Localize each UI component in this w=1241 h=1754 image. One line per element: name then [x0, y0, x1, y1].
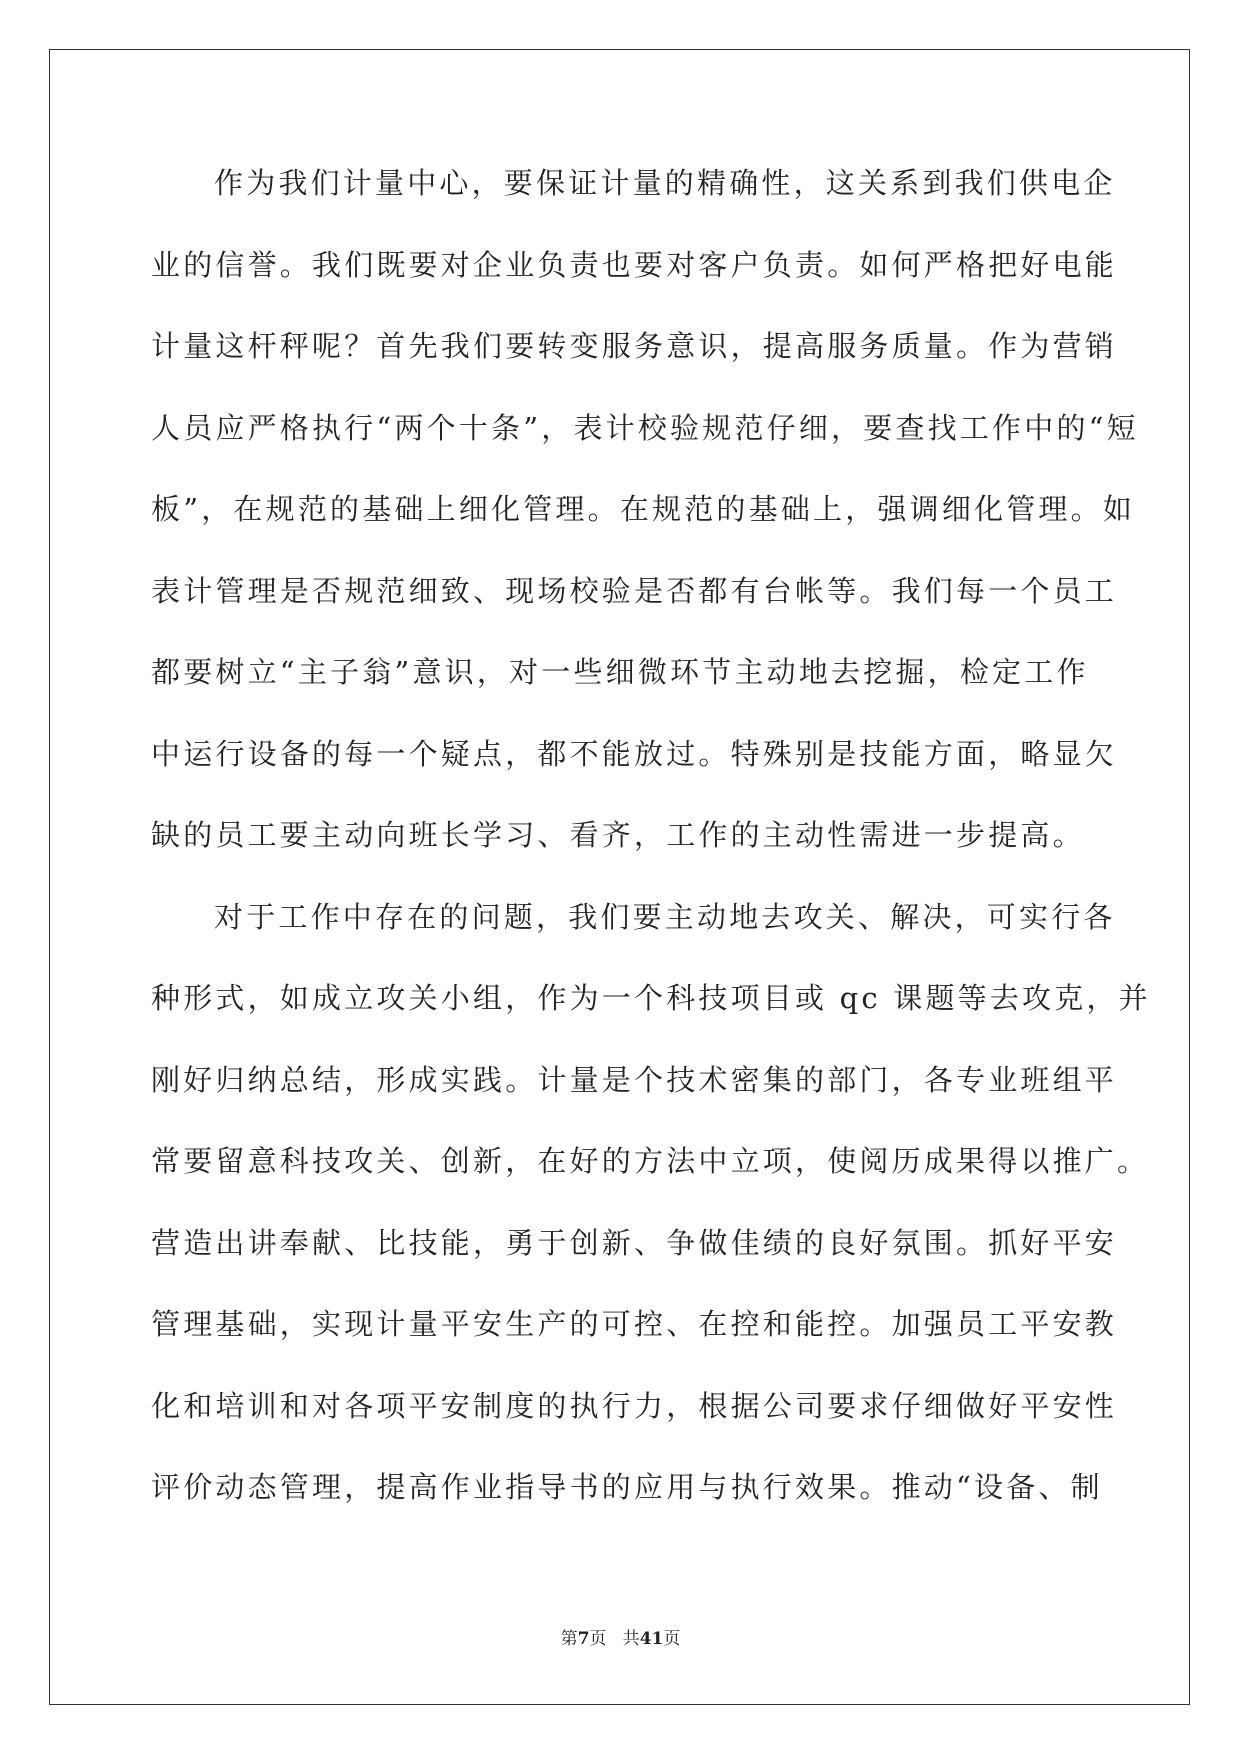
- text-line: 对于工作中存在的问题，我们要主动地去攻关、解决，可实行各: [214, 899, 1116, 934]
- total-pages-number: 41: [639, 1629, 664, 1649]
- text-line: 表计管理是否规范细致、现场校验是否都有台帐等。我们每一个员工: [151, 573, 1118, 608]
- footer-prefix: 第: [560, 1629, 578, 1649]
- text-line: 业的信誉。我们既要对企业负责也要对客户负责。如何严格把好电能: [151, 247, 1118, 282]
- footer-suffix: 页: [663, 1629, 681, 1649]
- document-body: [151, 163, 1151, 1549]
- text-line: 板”，在规范的基础上细化管理。在规范的基础上，强调细化管理。如: [151, 492, 1136, 526]
- text-line: 中运行设备的每一个疑点，都不能放过。特殊别是技能方面，略显欠: [151, 736, 1118, 771]
- page-footer: [0, 1624, 1241, 1649]
- current-page-number: 7: [577, 1629, 590, 1649]
- text-line: 作为我们计量中心，要保证计量的精确性，这关系到我们供电企: [214, 166, 1116, 200]
- text-line: 管理基础，实现计量平安生产的可控、在控和能控。加强员工平安教: [151, 1307, 1118, 1341]
- text-line: 刚好归纳总结，形成实践。计量是个技术密集的部门，各专业班组平: [151, 1062, 1118, 1097]
- footer-middle: 页 共: [589, 1629, 640, 1649]
- text-line: 都要树立“主子翁”意识，对一些细微环节主动地去挖掘，检定工作: [151, 655, 1089, 689]
- text-line: 人员应严格执行“两个十条”，表计校验规范仔细，要查找工作中的“短: [151, 410, 1139, 445]
- text-line: 常要留意科技攻关、创新，在好的方法中立项，使阅历成果得以推广。: [151, 1144, 1150, 1178]
- text-line: 化和培训和对各项平安制度的执行力，根据公司要求仔细做好平安性: [151, 1388, 1118, 1423]
- text-line: 营造出讲奉献、比技能，勇于创新、争做佳绩的良好氛围。抓好平安: [151, 1225, 1118, 1260]
- text-line: 缺的员工要主动向班长学习、看齐，工作的主动性需进一步提高。: [151, 818, 1085, 852]
- text-line: 计量这杆秤呢？首先我们要转变服务意识，提高服务质量。作为营销: [151, 329, 1118, 363]
- text-line: 种形式，如成立攻关小组，作为一个科技项目或 qc 课题等去攻克，并: [151, 981, 1151, 1015]
- text-line: 评价动态管理，提高作业指导书的应用与执行效果。推动“设备、制: [151, 1470, 1103, 1504]
